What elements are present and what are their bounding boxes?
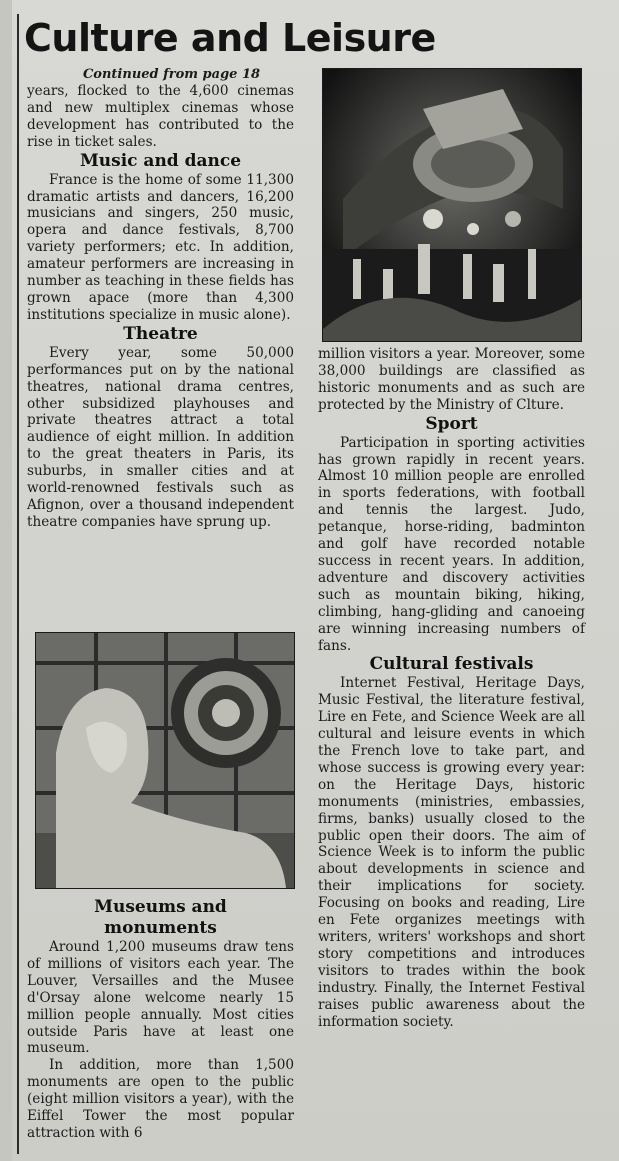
museums-heading: Museums and monuments: [94, 897, 227, 938]
theatre-photo: [322, 68, 582, 342]
theatre-heading: Theatre: [123, 323, 198, 344]
monuments-continued-paragraph: million visitors a year. Moreover, some 38,000 buildings are classified as historic monuments and as such are protected by the Ministry of Clture.: [318, 346, 585, 413]
column-rule: [17, 14, 19, 1154]
festivals-paragraph: Internet Festival, Heritage Days, Music Festival, the literature festival, Lire en Fete, and Science Week are all cultural and leisure events in which the French love to take part, and whose success is growing every year: on the Heritage Days, historic monuments (ministries, embassies, firms, banks) usually closed to the public open their doors. The aim of Science Week is to inform the public about developments in science and their implications for society. Focusing on books and reading, Lire en Fete organizes meetings with writers, writers' workshops and short story competitions and introduces visitors to trades within the book industry. Finally, the Internet Festival raises public awareness about the information society.: [318, 675, 585, 1030]
section-title: Culture and Leisure: [24, 16, 436, 60]
museum-photo-image: [36, 633, 294, 888]
museum-photo: [35, 632, 295, 889]
theatre-paragraph: Every year, some 50,000 performances put on by the national theatres, national drama centres, other subsidized playhouses and private theatres attract a total audience of eight million. In addition to the great theaters in Paris, its suburbs, in smaller cities and at world-renowned festivals such as Afignon, over a thousand independent theatre companies have sprung up.: [27, 344, 294, 530]
music-heading: Music and dance: [79, 150, 242, 171]
festivals-heading: Cultural festivals: [369, 654, 534, 675]
continued-note: Continued from page 18: [82, 67, 261, 82]
museums-paragraph-1: Around 1,200 museums draw tens of millions of visitors each year. The Louver, Versailles and the Musee d'Orsay alone welcome nearly 15 million people annually. Most cities outside Paris have at least one museum.: [27, 939, 294, 1057]
sport-paragraph: Participation in sporting activities has grown rapidly in recent years. Almost 10 million people are enrolled in sports federations, with football and tennis the largest. Judo, petanque, horse-riding, badminton and golf have recorded notable success in recent years. In addition, adventure and discovery activities such as mountain biking, hiking, climbing, hang-gliding and canoeing are winning increasing numbers of fans.: [318, 434, 585, 654]
museums-paragraph-2: In addition, more than 1,500 monuments are open to the public (eight million visitors a year), with the Eiffel Tower the most popular attraction with 6: [27, 1057, 294, 1141]
left-column: [27, 66, 294, 531]
theatre-photo-image: [323, 69, 581, 341]
intro-paragraph: years, flocked to the 4,600 cinemas and new multiplex cinemas whose development has contributed to the rise in ticket sales.: [27, 83, 294, 150]
music-paragraph: France is the home of some 11,300 dramatic artists and dancers, 16,200 musicians and singers, 250 music, opera and dance festivals, 8,700 variety performers; etc. In addition, amateur performers are increasing in number as teaching in these fields has grown apace (more than 4,300 institutions specialize in music alone).: [27, 171, 294, 323]
sport-heading: Sport: [425, 413, 478, 434]
page-gutter: [0, 0, 12, 1161]
right-column: [318, 346, 585, 1030]
left-column-lower: [27, 897, 294, 1142]
